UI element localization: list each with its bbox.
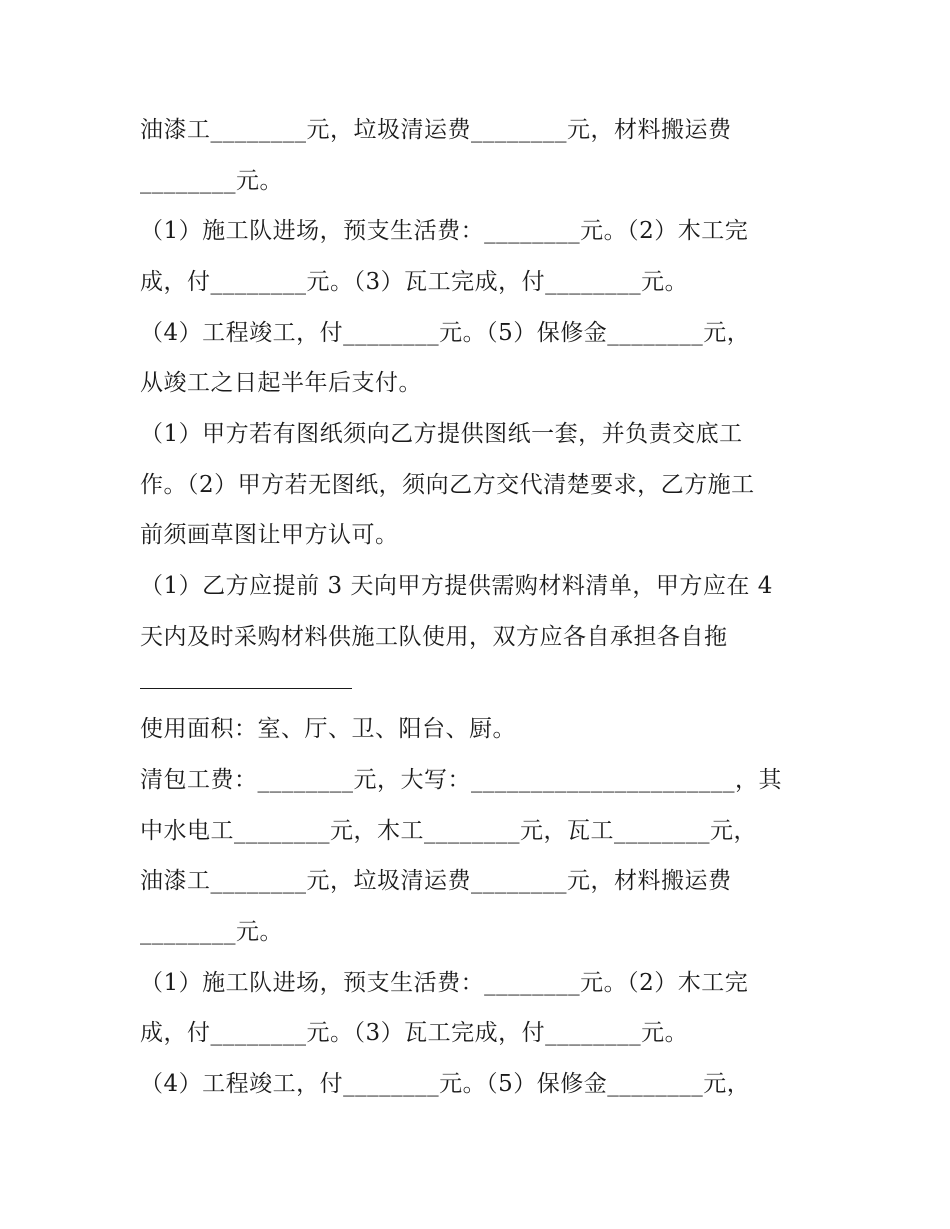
text-line: （1）甲方若有图纸须向乙方提供图纸一套，并负责交底工 — [140, 421, 743, 447]
text-line: ________元。 — [140, 919, 283, 945]
text-line: 使用面积：室、厅、卫、阳台、厨。 — [140, 716, 516, 742]
text-line: 成，付________元。（3）瓦工完成，付________元。 — [140, 269, 689, 295]
text-line: 清包工费：________元，大写：______________________，其 — [140, 767, 782, 793]
text-line: 作。（2）甲方若无图纸，须向乙方交代清楚要求，乙方施工 — [140, 472, 755, 498]
text-line: （1）施工队进场，预支生活费：________元。（2）木工完 — [140, 970, 749, 996]
text-line: 从竣工之日起半年后支付。 — [140, 370, 422, 396]
text-line: 成，付________元。（3）瓦工完成，付________元。 — [140, 1020, 689, 1046]
horizontal-rule — [140, 688, 352, 689]
text-line: （4）工程竣工，付________元。（5）保修金________元， — [140, 320, 751, 346]
text-line: （1）施工队进场，预支生活费：________元。（2）木工完 — [140, 218, 749, 244]
text-line: ________元。 — [140, 168, 283, 194]
text-line: 油漆工________元，垃圾清运费________元，材料搬运费 — [140, 868, 732, 894]
text-line: （4）工程竣工，付________元。（5）保修金________元， — [140, 1071, 751, 1097]
text-line: （1）乙方应提前 3 天向甲方提供需购材料清单，甲方应在 4 — [140, 573, 773, 599]
text-line: 油漆工________元，垃圾清运费________元，材料搬运费 — [140, 117, 732, 143]
text-line: 天内及时采购材料供施工队使用，双方应各自承担各自拖 — [140, 624, 728, 650]
text-line: 中水电工________元，木工________元，瓦工________元， — [140, 818, 757, 844]
text-line: 前须画草图让甲方认可。 — [140, 522, 399, 548]
